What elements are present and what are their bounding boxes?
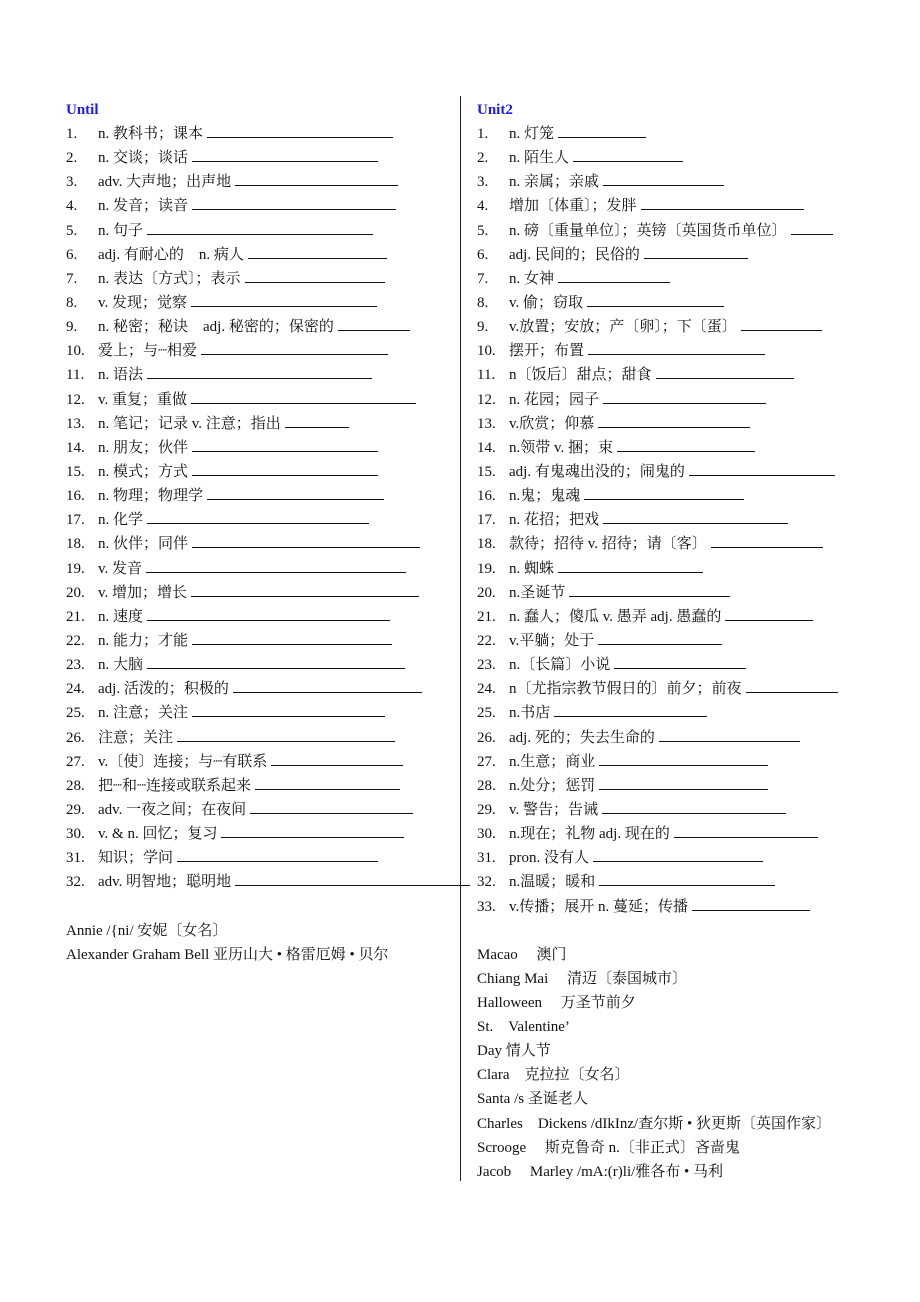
- item-definition: v. 增加；增长: [98, 584, 188, 601]
- item-definition: n. 陌生人: [509, 150, 570, 167]
- unit2-vocab-list: [477, 122, 869, 919]
- proper-noun-entry: Santa /s 圣诞老人: [477, 1091, 588, 1108]
- item-definition: 把┈和┈连接或联系起来: [98, 777, 252, 794]
- item-definition: 知识；学问: [98, 850, 174, 867]
- answer-blank[interactable]: [147, 508, 369, 524]
- vocab-item: [477, 895, 869, 919]
- answer-blank[interactable]: [791, 219, 833, 235]
- item-number: 28.: [66, 777, 85, 794]
- vocab-item: [66, 532, 448, 556]
- item-definition: n〔饭后〕甜点；甜食: [509, 367, 652, 384]
- answer-blank[interactable]: [191, 291, 377, 307]
- unit2-heading: Unit2: [477, 102, 513, 118]
- item-definition: n. 模式；方式: [98, 463, 189, 480]
- item-number: 11.: [477, 367, 496, 384]
- answer-blank[interactable]: [201, 339, 388, 355]
- answer-blank[interactable]: [192, 460, 378, 476]
- vocab-item: [477, 315, 869, 339]
- vocab-item: [477, 267, 869, 291]
- item-number: 9.: [66, 319, 78, 336]
- answer-blank[interactable]: [558, 557, 703, 573]
- answer-blank[interactable]: [689, 460, 835, 476]
- answer-blank[interactable]: [192, 436, 378, 452]
- answer-blank[interactable]: [250, 798, 413, 814]
- answer-blank[interactable]: [614, 653, 746, 669]
- item-number: 24.: [66, 681, 85, 698]
- item-number: 17.: [477, 512, 496, 529]
- vocab-item: [477, 484, 869, 508]
- item-definition: n.〔长篇〕小说: [509, 657, 611, 674]
- item-number: 33.: [477, 898, 496, 915]
- item-number: 26.: [477, 729, 496, 746]
- item-definition: v. 重复；重做: [98, 391, 188, 408]
- proper-noun-entry: Day 情人节: [477, 1043, 551, 1060]
- vocab-item: [477, 194, 869, 218]
- vocab-item: [66, 170, 448, 194]
- item-definition: n.生意；商业: [509, 753, 596, 770]
- item-definition: adj. 民间的；民俗的: [509, 246, 640, 263]
- item-number: 22.: [66, 632, 85, 649]
- item-definition: adj. 活泼的；积极的: [98, 681, 229, 698]
- item-number: 29.: [66, 801, 85, 818]
- column-divider: [460, 96, 461, 1181]
- vocab-item: [477, 822, 869, 846]
- answer-blank[interactable]: [656, 363, 794, 379]
- item-definition: n〔尤指宗教节假日的〕前夕；前夜: [509, 681, 742, 698]
- item-number: 20.: [477, 584, 496, 601]
- item-definition: n. 句子: [98, 222, 144, 239]
- vocab-item: [66, 846, 448, 870]
- answer-blank[interactable]: [617, 436, 755, 452]
- item-definition: 增加〔体重〕；发胖: [509, 198, 637, 215]
- item-definition: n.温暖；暖和: [509, 874, 596, 891]
- item-definition: 摆开；布置: [509, 343, 585, 360]
- vocab-item: [477, 701, 869, 725]
- answer-blank[interactable]: [147, 605, 390, 621]
- item-definition: n. 化学: [98, 512, 144, 529]
- item-definition: n. 女神: [509, 270, 555, 287]
- answer-blank[interactable]: [207, 122, 393, 138]
- answer-blank[interactable]: [599, 870, 775, 886]
- vocab-item: [66, 581, 448, 605]
- item-number: 1.: [477, 126, 489, 142]
- item-definition: adv. 明智地；聪明地: [98, 874, 232, 891]
- vocab-item: [66, 557, 448, 581]
- item-definition: n. 伙伴；同伴: [98, 536, 189, 553]
- vocab-item: [477, 774, 869, 798]
- answer-blank[interactable]: [554, 701, 707, 717]
- answer-blank[interactable]: [285, 412, 349, 428]
- item-number: 5.: [66, 222, 78, 239]
- item-definition: adv. 大声地；出声地: [98, 174, 232, 191]
- answer-blank[interactable]: [245, 267, 385, 283]
- vocab-item: [66, 484, 448, 508]
- item-number: 27.: [66, 753, 85, 770]
- vocab-item: [66, 726, 448, 750]
- vocab-item: [477, 798, 869, 822]
- vocab-item: [66, 822, 448, 846]
- item-number: 8.: [66, 294, 78, 311]
- item-number: 2.: [66, 150, 78, 167]
- vocab-item: [477, 726, 869, 750]
- item-number: 26.: [66, 729, 85, 746]
- item-definition: n.处分；惩罚: [509, 777, 596, 794]
- vocab-item: [66, 219, 448, 243]
- answer-blank[interactable]: [192, 146, 378, 162]
- item-number: 29.: [477, 801, 496, 818]
- item-number: 12.: [66, 391, 85, 408]
- vocab-item: [66, 701, 448, 725]
- proper-noun-entry: Chiang Mai 清迈〔泰国城市〕: [477, 970, 687, 987]
- answer-blank[interactable]: [644, 243, 748, 259]
- answer-blank[interactable]: [271, 750, 403, 766]
- answer-blank[interactable]: [725, 605, 813, 621]
- item-number: 16.: [477, 488, 496, 505]
- vocab-item: [477, 460, 869, 484]
- item-number: 6.: [477, 246, 489, 263]
- item-definition: v.放置；安放；产〔卵〕；下〔蛋〕: [509, 319, 737, 336]
- answer-blank[interactable]: [587, 291, 724, 307]
- answer-blank[interactable]: [692, 895, 810, 911]
- item-definition: 爱上；与┈相爱: [98, 343, 198, 360]
- vocab-item: [66, 653, 448, 677]
- item-number: 15.: [66, 463, 85, 480]
- item-number: 18.: [477, 536, 496, 553]
- item-number: 19.: [66, 560, 85, 577]
- proper-noun-entry: Charles Dickens /dIkInz/查尔斯 • 狄更斯〔英国作家〕: [477, 1115, 831, 1132]
- item-number: 1.: [66, 126, 78, 142]
- unit2-proper-nouns: [477, 943, 869, 1184]
- item-definition: v.平躺；处于: [509, 632, 595, 649]
- vocab-item: [477, 677, 869, 701]
- item-number: 31.: [66, 850, 85, 867]
- item-number: 3.: [477, 174, 489, 191]
- vocab-item: [477, 146, 869, 170]
- proper-noun-entry: St. Valentine’: [477, 1019, 570, 1036]
- item-number: 21.: [66, 608, 85, 625]
- item-number: 14.: [66, 439, 85, 456]
- vocab-item: [477, 870, 869, 894]
- answer-blank[interactable]: [741, 315, 822, 331]
- item-definition: n. 花招；把戏: [509, 512, 600, 529]
- vocab-item: [66, 194, 448, 218]
- item-number: 12.: [477, 391, 496, 408]
- vocab-item: [66, 460, 448, 484]
- unit1-proper-nouns: [66, 919, 448, 967]
- proper-noun-entry: Halloween 万圣节前夕: [477, 994, 636, 1011]
- answer-blank[interactable]: [659, 726, 800, 742]
- item-definition: n. 发音；读音: [98, 198, 189, 215]
- answer-blank[interactable]: [338, 315, 410, 331]
- vocab-item: [66, 629, 448, 653]
- item-definition: v.传播；展开 n. 蔓延；传播: [509, 898, 689, 915]
- proper-noun-entry: Jacob Marley /mA:(r)li/雅各布 • 马利: [477, 1163, 724, 1180]
- item-definition: v. 警告；告诫: [509, 801, 599, 818]
- item-definition: n.圣诞节: [509, 584, 566, 601]
- answer-blank[interactable]: [177, 846, 378, 862]
- item-definition: v. 发现；觉察: [98, 294, 188, 311]
- vocab-item: [477, 750, 869, 774]
- item-number: 10.: [66, 343, 85, 360]
- answer-blank[interactable]: [711, 532, 823, 548]
- answer-blank[interactable]: [221, 822, 404, 838]
- vocab-item: [477, 243, 869, 267]
- item-number: 25.: [66, 705, 85, 722]
- proper-noun-entry: Macao 澳门: [477, 946, 567, 963]
- item-definition: adj. 有耐心的 n. 病人: [98, 246, 244, 263]
- vocab-item: [477, 412, 869, 436]
- item-definition: adj. 死的；失去生命的: [509, 729, 655, 746]
- vocab-item: [477, 363, 869, 387]
- vocab-item: [477, 532, 869, 556]
- item-definition: n. 秘密；秘诀 adj. 秘密的；保密的: [98, 319, 334, 336]
- item-definition: n. 教科书；课本: [98, 126, 204, 142]
- item-number: 7.: [66, 270, 78, 287]
- item-definition: n. 注意；关注: [98, 705, 189, 722]
- item-definition: n.书店: [509, 705, 551, 722]
- vocab-item: [66, 774, 448, 798]
- item-definition: n. 速度: [98, 608, 144, 625]
- vocab-item: [66, 315, 448, 339]
- answer-blank[interactable]: [593, 846, 763, 862]
- answer-blank[interactable]: [603, 170, 724, 186]
- vocab-item: [66, 798, 448, 822]
- item-number: 11.: [66, 367, 85, 384]
- item-number: 18.: [66, 536, 85, 553]
- answer-blank[interactable]: [248, 243, 387, 259]
- item-definition: n. 磅〔重量单位〕；英镑〔英国货币单位〕: [509, 222, 787, 239]
- answer-blank[interactable]: [255, 774, 400, 790]
- unit1-column: [66, 98, 448, 967]
- answer-blank[interactable]: [674, 822, 818, 838]
- item-number: 32.: [477, 874, 496, 891]
- item-definition: 注意；关注: [98, 729, 174, 746]
- item-number: 13.: [477, 415, 496, 432]
- answer-blank[interactable]: [603, 508, 788, 524]
- item-number: 25.: [477, 705, 496, 722]
- item-number: 17.: [66, 512, 85, 529]
- vocab-item: [477, 291, 869, 315]
- vocab-item: [66, 605, 448, 629]
- vocab-item: [66, 436, 448, 460]
- item-number: 21.: [477, 608, 496, 625]
- item-definition: n.现在；礼物 adj. 现在的: [509, 826, 670, 843]
- item-number: 19.: [477, 560, 496, 577]
- item-number: 27.: [477, 753, 496, 770]
- answer-blank[interactable]: [192, 532, 420, 548]
- vocab-item: [477, 170, 869, 194]
- proper-noun-entry: Scrooge 斯克鲁奇 n.〔非正式〕吝啬鬼: [477, 1139, 740, 1156]
- vocab-item: [66, 146, 448, 170]
- item-number: 30.: [477, 826, 496, 843]
- vocab-item: [66, 388, 448, 412]
- answer-blank[interactable]: [588, 339, 765, 355]
- vocab-item: [66, 870, 448, 894]
- item-definition: 款待；招待 v. 招待；请〔客〕: [509, 536, 707, 553]
- item-number: 20.: [66, 584, 85, 601]
- item-definition: n. 蜘蛛: [509, 560, 555, 577]
- item-definition: n. 灯笼: [509, 126, 555, 142]
- item-definition: v.欣赏；仰慕: [509, 415, 595, 432]
- item-definition: adj. 有鬼魂出没的；闹鬼的: [509, 463, 685, 480]
- item-number: 24.: [477, 681, 496, 698]
- item-number: 10.: [477, 343, 496, 360]
- item-number: 32.: [66, 874, 85, 891]
- answer-blank[interactable]: [598, 629, 722, 645]
- vocab-item: [66, 267, 448, 291]
- answer-blank[interactable]: [569, 581, 730, 597]
- vocab-item: [477, 653, 869, 677]
- vocab-item: [477, 388, 869, 412]
- answer-blank[interactable]: [598, 412, 750, 428]
- item-number: 28.: [477, 777, 496, 794]
- vocab-item: [477, 339, 869, 363]
- item-definition: n. 交谈；谈话: [98, 150, 189, 167]
- item-definition: n. 大脑: [98, 657, 144, 674]
- answer-blank[interactable]: [147, 219, 373, 235]
- item-definition: n. 蠢人；傻瓜 v. 愚弄 adj. 愚蠢的: [509, 608, 722, 625]
- answer-blank[interactable]: [192, 701, 385, 717]
- item-number: 8.: [477, 294, 489, 311]
- vocab-item: [66, 677, 448, 701]
- item-definition: n. 笔记；记录 v. 注意；指出: [98, 415, 281, 432]
- item-number: 3.: [66, 174, 78, 191]
- item-definition: n. 表达〔方式〕；表示: [98, 270, 241, 287]
- item-number: 14.: [477, 439, 496, 456]
- vocab-item: [66, 363, 448, 387]
- item-definition: n. 物理；物理学: [98, 488, 204, 505]
- vocab-item: [477, 557, 869, 581]
- vocab-item: [477, 219, 869, 243]
- item-definition: adv. 一夜之间；在夜间: [98, 801, 247, 818]
- answer-blank[interactable]: [558, 267, 670, 283]
- vocab-item: [477, 846, 869, 870]
- vocab-item: [66, 291, 448, 315]
- answer-blank[interactable]: [584, 484, 744, 500]
- answer-blank[interactable]: [573, 146, 683, 162]
- item-definition: n. 朋友；伙伴: [98, 439, 189, 456]
- proper-noun-entry: Clara 克拉拉〔女名〕: [477, 1067, 630, 1084]
- answer-blank[interactable]: [146, 557, 406, 573]
- item-number: 31.: [477, 850, 496, 867]
- answer-blank[interactable]: [235, 170, 398, 186]
- answer-blank[interactable]: [177, 726, 395, 742]
- answer-blank[interactable]: [191, 581, 419, 597]
- unit2-column: [477, 98, 869, 1184]
- item-number: 4.: [66, 198, 78, 215]
- item-definition: n.鬼；鬼魂: [509, 488, 581, 505]
- item-definition: n. 能力；才能: [98, 632, 189, 649]
- item-number: 22.: [477, 632, 496, 649]
- answer-blank[interactable]: [147, 653, 405, 669]
- vocab-item: [477, 436, 869, 460]
- unit1-heading: Until: [66, 102, 99, 118]
- vocab-item: [477, 581, 869, 605]
- item-number: 6.: [66, 246, 78, 263]
- item-definition: n. 语法: [98, 367, 144, 384]
- item-number: 16.: [66, 488, 85, 505]
- item-number: 13.: [66, 415, 85, 432]
- item-number: 23.: [477, 657, 496, 674]
- answer-blank[interactable]: [746, 677, 838, 693]
- answer-blank[interactable]: [603, 388, 766, 404]
- item-number: 30.: [66, 826, 85, 843]
- answer-blank[interactable]: [147, 363, 372, 379]
- vocab-item: [66, 122, 448, 146]
- answer-blank[interactable]: [192, 629, 392, 645]
- item-number: 23.: [66, 657, 85, 674]
- item-number: 9.: [477, 319, 489, 336]
- item-number: 2.: [477, 150, 489, 167]
- vocab-item: [66, 339, 448, 363]
- vocab-item: [477, 508, 869, 532]
- answer-blank[interactable]: [192, 194, 396, 210]
- answer-blank[interactable]: [641, 194, 804, 210]
- answer-blank[interactable]: [558, 122, 646, 138]
- item-number: 15.: [477, 463, 496, 480]
- item-number: 5.: [477, 222, 489, 239]
- vocab-item: [477, 122, 869, 146]
- item-definition: n.领带 v. 捆；束: [509, 439, 614, 456]
- proper-noun-entry: Alexander Graham Bell 亚历山大 • 格雷厄姆 • 贝尔: [66, 946, 389, 963]
- item-definition: n. 花园；园子: [509, 391, 600, 408]
- item-definition: n. 亲属；亲戚: [509, 174, 600, 191]
- item-number: 7.: [477, 270, 489, 287]
- item-definition: v. & n. 回忆；复习: [98, 826, 218, 843]
- item-definition: v.〔使〕连接；与┈有联系: [98, 753, 268, 770]
- vocab-item: [66, 412, 448, 436]
- answer-blank[interactable]: [599, 750, 768, 766]
- vocab-item: [66, 243, 448, 267]
- vocab-item: [66, 750, 448, 774]
- answer-blank[interactable]: [207, 484, 384, 500]
- item-definition: v. 发音: [98, 560, 143, 577]
- answer-blank[interactable]: [599, 774, 768, 790]
- item-number: 4.: [477, 198, 489, 215]
- vocab-item: [66, 508, 448, 532]
- answer-blank[interactable]: [602, 798, 786, 814]
- answer-blank[interactable]: [235, 870, 470, 886]
- vocab-item: [477, 629, 869, 653]
- proper-noun-entry: Annie /{ni/ 安妮〔女名〕: [66, 922, 228, 939]
- item-definition: pron. 没有人: [509, 850, 589, 867]
- answer-blank[interactable]: [191, 388, 416, 404]
- answer-blank[interactable]: [233, 677, 422, 693]
- vocab-item: [477, 605, 869, 629]
- unit1-vocab-list: [66, 122, 448, 895]
- item-definition: v. 偷；窃取: [509, 294, 584, 311]
